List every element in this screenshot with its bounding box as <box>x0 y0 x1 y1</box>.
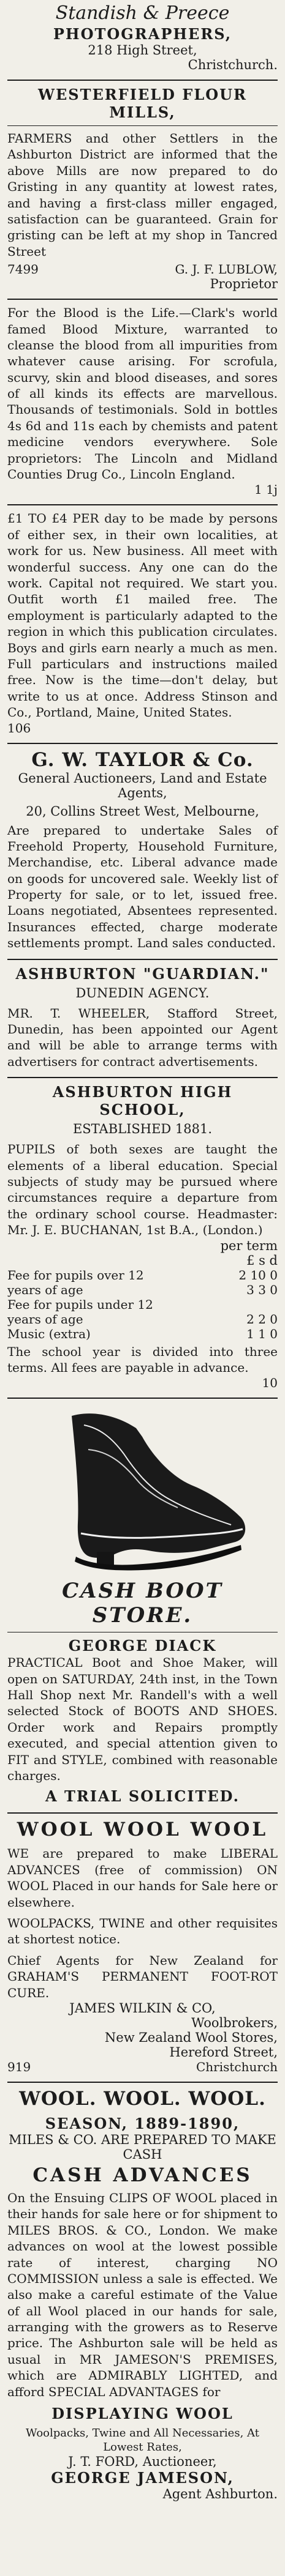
newspaper-column <box>7 0 278 2509</box>
boot-illustration <box>7 1404 278 1579</box>
wool1-store: New Zealand Wool Stores, <box>104 2030 278 2045</box>
school-row-value: 1 1 0 <box>246 1326 278 1341</box>
school-title: ASHBURTON HIGH SCHOOL, <box>52 1083 233 1119</box>
westerfield-title: WESTERFIELD FLOUR MILLS, <box>38 86 247 121</box>
taylor-ad <box>7 744 278 960</box>
school-row-value: 2 2 0 <box>246 1311 278 1327</box>
taylor-body: Are prepared to undertake Sales of Freehold Property, Household Furniture, Merchandise, etc. Liberal advance made on goods for uncovered sale. Weekly list of Property for sale, or to let, issued free. Loans negotiated, Absentees represented. Insurances effected, charge moderate settlements prompt. Land sales conducted. <box>7 822 278 951</box>
wool2-body: On the Ensuing CLIPS OF WOOL placed in their hands for sale here or for shipment to MILES BROS. & CO., London. We make advances on wool at the lowest possible rate of interest, charging NO COMMISSION unless a sale is effected. We also make a careful estimate of the Value of all Wool placed in our hands for sale, arranging with the growers as to Reserve price. The Ashburton sale will be held as usual in MR JAMESON'S PREMISES, which are ADMIRABLY LIGHTED, and afford SPECIAL ADVANTAGES for <box>7 2190 278 2399</box>
school-row-label: years of age <box>7 1282 83 1297</box>
school-row-value: 3 3 0 <box>246 1282 278 1297</box>
photographers-ad <box>7 0 278 81</box>
wool2-advances: CASH ADVANCES <box>32 2164 253 2186</box>
school-row <box>7 1312 278 1327</box>
school-table-head: per term <box>220 1238 278 1253</box>
photographers-title: PHOTOGRAPHERS, <box>53 25 232 43</box>
wool-advance-ad <box>7 1814 278 2083</box>
guardian-ad <box>7 960 278 1079</box>
photographers-city: Christchurch. <box>188 58 278 72</box>
wool1-agents: Chief Agents for New Zealand for GRAHAM'S PERMANENT FOOT-ROT CURE. <box>7 1952 278 2000</box>
wool2-footer1: Woolpacks, Twine and All Necessaries, At Lowest Rates, <box>26 2427 259 2454</box>
blood-number: 1 1j <box>254 482 278 497</box>
wool1-title: WOOL WOOL WOOL <box>17 1818 268 1841</box>
wool1-footer <box>7 2060 278 2074</box>
photographers-address: 218 High Street, <box>88 43 197 58</box>
wool1-trade: Woolbrokers, <box>191 2015 278 2030</box>
wool2-title: WOOL. WOOL. WOOL. <box>19 2087 266 2110</box>
westerfield-body: FARMERS and other Settlers in the Ashburton District are informed that the above Mills are now prepared to do Gristing in any quantity at lowest rates, and having a first-class miller engaged, satisfaction can be guaranteed. Grain for gristing can be left at my shop in Tancred Street <box>7 131 278 259</box>
taylor-subtitle: General Auctioneers, Land and Estate Agents, <box>18 770 267 800</box>
school-row <box>7 1327 278 1341</box>
jobs-number: 106 <box>7 720 31 735</box>
school-row-label: Fee for pupils over 12 <box>7 1267 144 1282</box>
wool-cash-ad <box>7 2083 278 2509</box>
guardian-subtitle: DUNEDIN AGENCY. <box>75 985 210 1000</box>
jobs-ad <box>7 505 278 743</box>
boot-tagline: A TRIAL SOLICITED. <box>45 1787 240 1806</box>
guardian-body: MR. T. WHEELER, Stafford Street, Dunedin, has been appointed our Agent and will be able to arrange terms with advertisers for contract advertisements. <box>7 1005 278 1069</box>
wool1-body: WE are prepared to make LIBERAL ADVANCES (free of commission) ON WOOL Placed in our hands for Sale here or elsewhere. <box>7 1846 278 1910</box>
taylor-title: G. W. TAYLOR & Co. <box>31 748 254 771</box>
jobs-body: £1 TO £4 PER day to be made by persons of either sex, in their own localities, at work for us. New business. All meet with wonderful success. Any one can do the work. Capital not required. We start you. Outfit worth £1 mailed free. The employment is particularly adapted to the region in which this publication circulates. Boys and girls earn nearly a much as men. Full particulars and instructions mailed free. Now is the time—don't delay, but write to us at once. Address Stinson and Co., Portland, Maine, United States. <box>7 511 278 720</box>
wool1-number: 919 <box>7 2059 31 2074</box>
school-row-label: Music (extra) <box>7 1326 91 1341</box>
school-row-value: 2 10 0 <box>238 1267 278 1282</box>
school-row-label: Fee for pupils under 12 <box>7 1297 153 1312</box>
wool1-company: JAMES WILKIN & CO, <box>69 2000 216 2016</box>
westerfield-ad <box>7 81 278 300</box>
school-established: ESTABLISHED 1881. <box>72 1122 213 1137</box>
school-number: 10 <box>262 1375 278 1391</box>
wool2-name: GEORGE JAMESON, <box>51 2469 234 2487</box>
school-currency: £ s d <box>246 1253 278 1268</box>
boot-store-title: CASH BOOT STORE. <box>62 1579 223 1628</box>
westerfield-number: 7499 <box>7 262 39 277</box>
wool2-display: DISPLAYING WOOL <box>51 2405 234 2423</box>
westerfield-rule <box>7 125 278 126</box>
wool1-city: Christchurch <box>196 2059 278 2074</box>
school-row <box>7 1297 278 1312</box>
westerfield-signature <box>7 262 278 277</box>
school-footer: The school year is divided into three terms. All fees are payable in advance. <box>7 1344 278 1375</box>
blood-body: For the Blood is the Life.—Clark's world famed Blood Mixture, warranted to cleanse the blood from all impurities from whatever cause arising. For scrofula, scurvy, skin and blood diseases, and sores of all kinds its effects are marvellous. Thousands of testimonials. Sold in bottles 4s 6d and 11s each by chemists and patent medicine vendors everywhere. Sole proprietors: The Lincoln and Midland Counties Drug Co., Lincoln England. <box>7 305 278 482</box>
wool2-season: SEASON, 1889-1890, <box>45 2114 240 2132</box>
school-row <box>7 1268 278 1282</box>
wool2-footer2: J. T. FORD, Auctioneer, <box>68 2454 217 2470</box>
taylor-address: 20, Collins Street West, Melbourne, <box>26 803 259 819</box>
photographers-logo: Standish & Preece <box>55 2 230 24</box>
boot-body: PRACTICAL Boot and Shoe Maker, will open on SATURDAY, 24th inst, in the Town Hall Shop next Mr. Randell's with a well selected Stock of BOOTS AND SHOES. Order work and Repairs promptly executed, and special attention given to FIT and STYLE, combined with reasonable charges. <box>7 1655 278 1784</box>
wool2-firm: MILES & CO. ARE PREPARED TO MAKE CASH <box>9 2132 276 2162</box>
blood-ad <box>7 300 278 505</box>
guardian-title: ASHBURTON "GUARDIAN." <box>15 964 270 983</box>
boot-icon <box>7 1404 278 1579</box>
wool1-line: WOOLPACKS, TWINE and other requisites at shortest notice. <box>7 1916 278 1947</box>
school-row <box>7 1282 278 1297</box>
school-row-label: years of age <box>7 1311 83 1327</box>
boot-owner: GEORGE DIACK <box>68 1637 217 1655</box>
school-ad <box>7 1078 278 1399</box>
school-body: PUPILS of both sexes are taught the elements of a liberal education. Special subjects of study may be pursued where circumstances require a departure from the ordinary school course. Headmaster: Mr. J. E. BUCHANAN, 1st B.A., (London.) <box>7 1142 278 1238</box>
school-fee-table <box>7 1268 278 1341</box>
westerfield-role: Proprietor <box>210 277 278 292</box>
wool1-address: Hereford Street, <box>169 2044 278 2060</box>
wool2-role: Agent Ashburton. <box>162 2487 278 2502</box>
boot-ad <box>7 1399 278 1814</box>
westerfield-name: G. J. F. LUBLOW, <box>175 262 278 277</box>
